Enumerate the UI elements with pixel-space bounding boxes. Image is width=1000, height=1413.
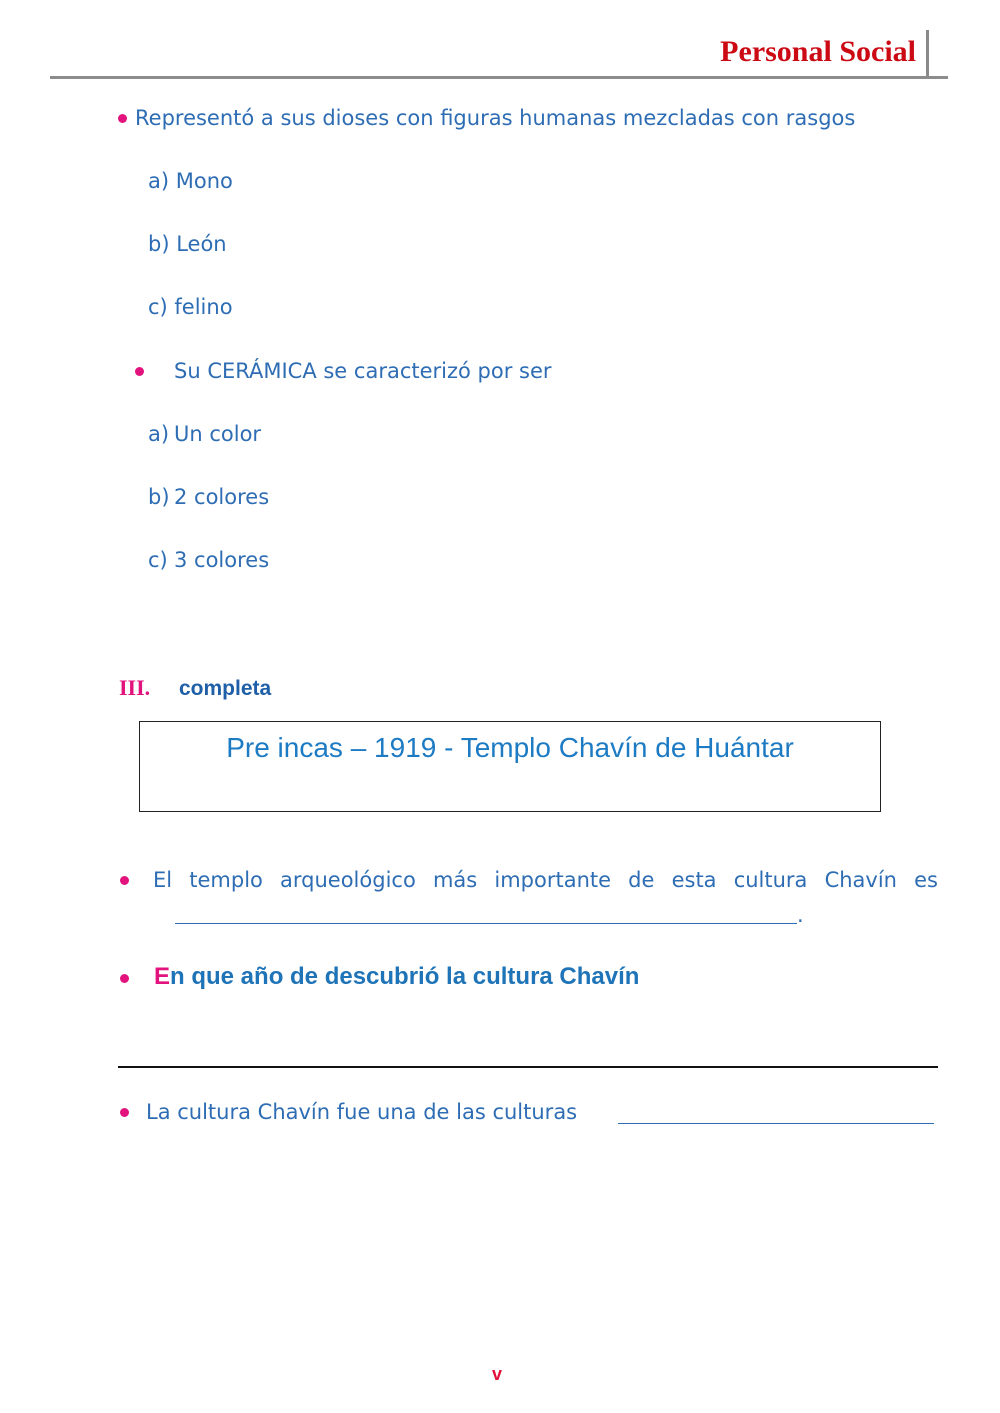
fill-in-1-text: El templo arqueológico más importante de esta cultura Chavín es (153, 868, 938, 892)
option-text: 3 colores (174, 548, 270, 572)
bullet-icon (120, 974, 129, 983)
fill-in-2-question (154, 962, 639, 992)
question-1-option-c[interactable]: c) felino (148, 295, 233, 319)
fill-in-3-text: La cultura Chavín fue una de las culturas (146, 1100, 578, 1124)
option-label: c) (148, 548, 168, 572)
bullet-icon (118, 114, 127, 123)
question-1-prompt: Representó a sus dioses con figuras humanas mezcladas con rasgos (135, 106, 856, 130)
fill-in-2-answer-line[interactable] (118, 1066, 938, 1068)
first-letter: E (154, 963, 171, 990)
option-label: b) (148, 485, 170, 509)
section-number: III. (119, 675, 151, 700)
option-text: Un color (174, 422, 262, 446)
question-1-option-b[interactable]: b) León (148, 232, 227, 256)
fill-in-1-period: . (797, 903, 804, 927)
bullet-icon (120, 1108, 129, 1117)
fill-in-1-blank[interactable] (175, 922, 797, 924)
bullet-icon (120, 876, 129, 885)
word-bank-text: Pre incas – 1919 - Templo Chavín de Huántar (226, 732, 794, 763)
question-2-option-b[interactable] (0, 484, 400, 510)
question-2-option-c[interactable] (0, 547, 400, 573)
header-divider (50, 76, 948, 79)
question-1-option-a[interactable]: a) Mono (148, 169, 233, 193)
page-title: Personal Social (720, 35, 916, 68)
word-bank-box (139, 721, 881, 812)
section-title: completa (179, 677, 272, 700)
question-2-prompt: Su CERÁMICA se caracterizó por ser (174, 359, 552, 383)
question-2-option-a[interactable] (0, 421, 400, 447)
fill-in-3-blank[interactable] (618, 1122, 934, 1124)
page-mark: v (492, 1364, 503, 1384)
question-rest: n que año de descubrió la cultura Chavín (170, 963, 640, 990)
option-label: a) (148, 422, 170, 446)
option-text: 2 colores (174, 485, 270, 509)
bullet-icon (135, 367, 144, 376)
header-vertical-rule (926, 30, 929, 77)
